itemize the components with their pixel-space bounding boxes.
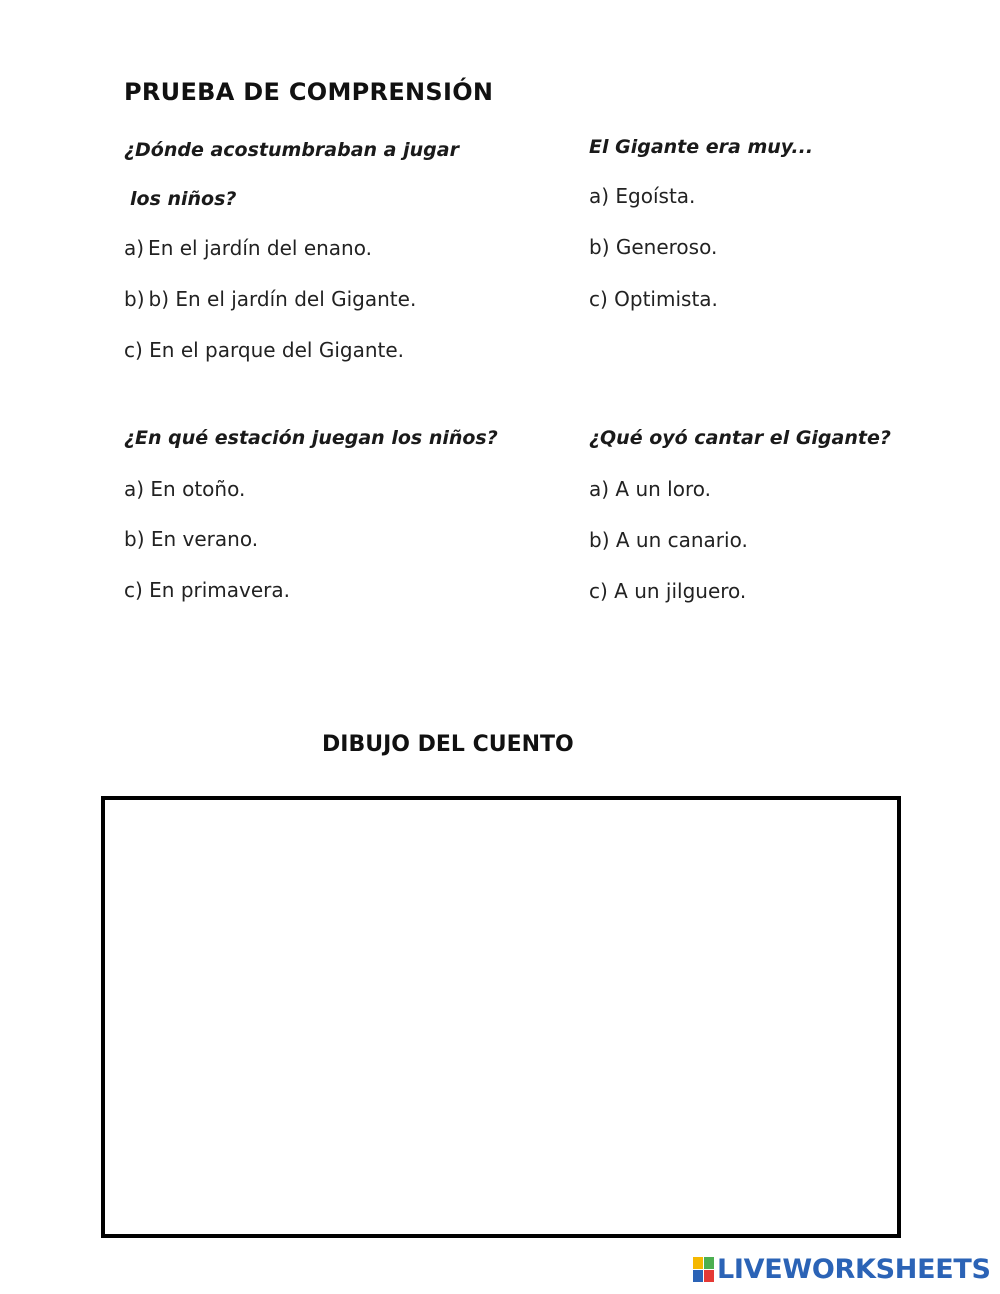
drawing-area[interactable]: [101, 796, 901, 1238]
question-4-option-c[interactable]: c) A un jilguero.: [589, 579, 747, 603]
question-2-text: El Gigante era muy...: [589, 136, 814, 158]
question-1-text-line-1: ¿Dónde acostumbraban a jugar: [124, 139, 459, 161]
drawing-section-title: DIBUJO DEL CUENTO: [322, 732, 574, 757]
question-1-option-b[interactable]: b) b) En el jardín del Gigante.: [124, 287, 417, 311]
question-4-option-b[interactable]: b) A un canario.: [589, 528, 748, 552]
question-4-text: ¿Qué oyó cantar el Gigante?: [589, 427, 891, 449]
question-3-text: ¿En qué estación juegan los niños?: [124, 427, 498, 449]
question-2-option-a[interactable]: a) Egoísta.: [589, 184, 696, 208]
question-2-option-b[interactable]: b) Generoso.: [589, 235, 718, 259]
question-2-option-c[interactable]: c) Optimista.: [589, 287, 718, 311]
brand-text: LIVEWORKSHEETS: [717, 1254, 991, 1285]
liveworksheets-logo-icon: [693, 1257, 715, 1283]
page-title: PRUEBA DE COMPRENSIÓN: [124, 78, 494, 106]
question-1-text-line-2: los niños?: [130, 188, 237, 210]
question-4-option-a[interactable]: a) A un loro.: [589, 477, 711, 501]
question-3-option-b[interactable]: b) En verano.: [124, 527, 259, 551]
question-1-option-a[interactable]: a) En el jardín del enano.: [124, 236, 372, 260]
question-3-option-a[interactable]: a) En otoño.: [124, 477, 246, 501]
question-1-option-c[interactable]: c) En el parque del Gigante.: [124, 338, 404, 362]
question-3-option-c[interactable]: c) En primavera.: [124, 578, 291, 602]
liveworksheets-brand: [693, 1254, 991, 1285]
